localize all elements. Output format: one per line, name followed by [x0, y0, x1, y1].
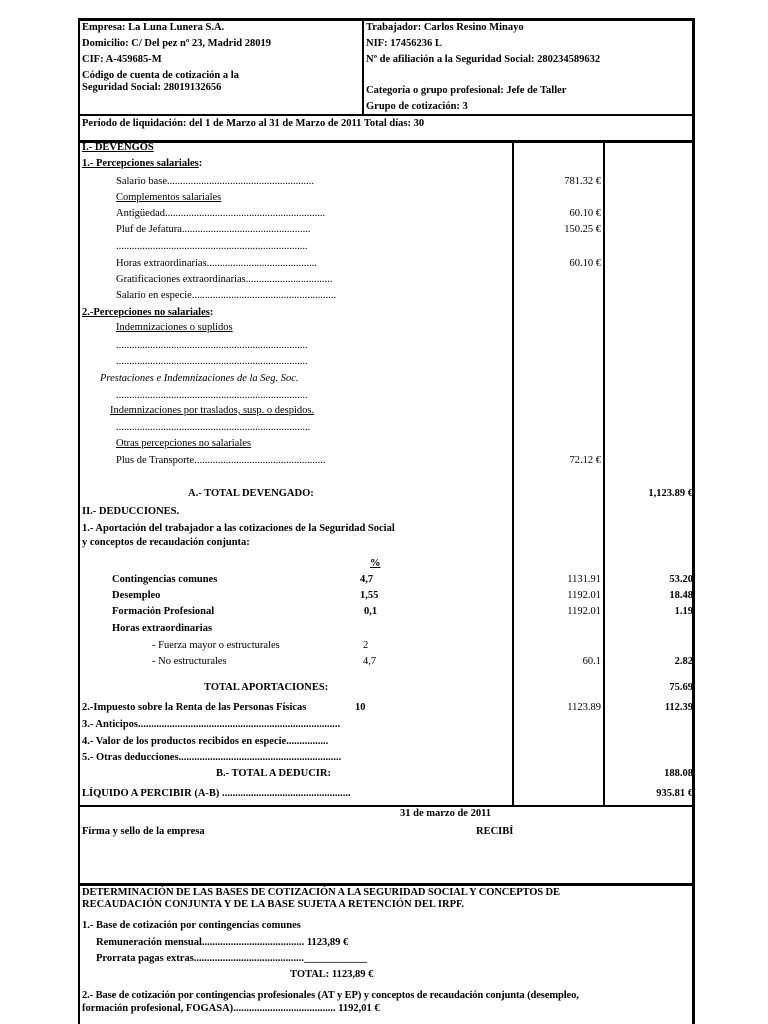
body-bottom-line — [78, 805, 695, 807]
fecha-firma: 31 de marzo de 2011 — [400, 808, 491, 819]
dotted-line: ......................................................................... — [116, 390, 308, 401]
aportacion-line2: y conceptos de recaudación conjunta: — [82, 537, 250, 548]
desempleo-value: 18.48 — [669, 590, 693, 601]
total-devengado-value: 1,123.89 € — [648, 488, 693, 499]
prorrata-text: Prorrata pagas extras — [96, 953, 194, 964]
dotted-line: ......................................................................... — [116, 241, 308, 252]
prestaciones-label: Prestaciones e Indemnizaciones de la Seg. Soc. — [100, 373, 299, 384]
antiguedad-label: Antigüedad............................................................. — [116, 208, 326, 219]
total-devengado-label: A.- TOTAL DEVENGADO: — [188, 488, 314, 499]
anticipos-label: 3.- Anticipos............................................................................. — [82, 719, 341, 730]
pluf-text: Pluf de Jefatura — [116, 224, 182, 235]
plus-transporte-text: Plus de Transporte — [116, 455, 195, 466]
base2-line1: 2.- Base de cotización por contingencias profesionales (AT y EP) y conceptos de recaudación conjunta (desempleo, — [82, 990, 579, 1001]
fuerza-mayor-pct: 2 — [363, 640, 369, 651]
total-deducir-label: B.- TOTAL A DEDUCIR: — [216, 768, 331, 779]
otras-deducciones-text: 5.- Otras deducciones — [82, 752, 179, 763]
formacion-label: Formación Profesional — [112, 606, 215, 617]
gratificaciones-label: Gratificaciones extraordinarias................................. — [116, 274, 333, 285]
complementos-label: Complementos salariales — [116, 192, 222, 203]
irpf-base: 1123.89 — [567, 702, 601, 713]
liquido-label: LÍQUIDO A PERCIBIR (A-B) ................................................. — [82, 788, 351, 799]
irpf-pct: 10 — [355, 702, 366, 713]
anticipos-text: 3.- Anticipos — [82, 719, 139, 730]
aportacion-line1: 1.- Aportación del trabajador a las cotizaciones de la Seguridad Social — [82, 523, 395, 534]
fuerza-mayor-label: - Fuerza mayor o estructurales — [152, 640, 280, 651]
bases-total-label: TOTAL: — [290, 969, 330, 980]
total-deducir-value: 188.08 — [664, 768, 693, 779]
afiliacion: Nº de afiliación a la Seguridad Social: 280234589632 — [366, 54, 601, 65]
salario-base-text: Salario base — [116, 176, 168, 187]
irpf-value: 112.39 — [664, 702, 693, 713]
desempleo-pct: 1,55 — [360, 590, 379, 601]
header-bottom-line — [78, 114, 695, 116]
pluf-value: 150.25 € — [564, 224, 601, 235]
categoria: Categoría o grupo profesional: Jefe de Taller — [366, 85, 567, 96]
formacion-value: 1.19 — [674, 606, 693, 617]
no-salariales-label: 2.-Percepciones no salariales — [82, 307, 210, 318]
salario-base-label: Salario base........................................................ — [116, 176, 315, 187]
pct-header: % — [370, 558, 381, 569]
horas-extra-ded-label: Horas extraordinarias — [112, 623, 213, 634]
horas-extra-value: 60.10 € — [569, 258, 601, 269]
dotted-line: ......................................................................... — [116, 340, 308, 351]
valor-productos-text: 4.- Valor de los productos recibidos en especie — [82, 736, 287, 747]
no-estructurales-value: 2.82 — [674, 656, 693, 667]
formacion-pct: 0,1 — [364, 606, 378, 617]
firma-empresa: Firma y sello de la empresa — [82, 826, 205, 837]
contingencias-label: Contingencias comunes — [112, 574, 218, 585]
contingencias-base: 1131.91 — [567, 574, 601, 585]
base2-text: formación profesional, FOGASA) — [82, 1003, 234, 1014]
codigo-cuenta-line1: Código de cuenta de cotización a la — [82, 70, 239, 81]
contingencias-value: 53.20 — [669, 574, 693, 585]
remuneracion-label: Remuneración mensual....................................... 1123,89 € — [96, 937, 349, 948]
frame-right — [692, 18, 695, 1024]
percepciones-salariales-title: 1.- Percepciones salariales: — [82, 158, 203, 169]
remuneracion-text: Remuneración mensual — [96, 937, 202, 948]
horas-extra-text: Horas extraordinarias — [116, 258, 207, 269]
header-divider — [362, 18, 364, 115]
valor-productos-label: 4.- Valor de los productos recibidos en especie................ — [82, 736, 329, 747]
frame-left — [78, 18, 80, 1024]
dotted-line: .......................................................................... — [116, 422, 311, 433]
antiguedad-value: 60.10 € — [569, 208, 601, 219]
plus-transporte-label: Plus de Transporte.................................................. — [116, 455, 326, 466]
especie-text: Salario en especie — [116, 290, 192, 301]
codigo-cuenta-line2: Seguridad Social: 28019132656 — [82, 82, 222, 93]
liquido-value: 935.81 € — [656, 788, 693, 799]
formacion-base: 1192.01 — [567, 606, 601, 617]
desempleo-label: Desempleo — [112, 590, 161, 601]
bases-title-line2: RECAUDACIÓN CONJUNTA Y DE LA BASE SUJETA A RETENCIÓN DEL IRPF. — [82, 899, 465, 910]
horas-extra-label: Horas extraordinarias.......................................... — [116, 258, 317, 269]
otras-percepciones-label: Otras percepciones no salariales — [116, 438, 251, 449]
bases-total — [290, 969, 373, 981]
base2-value: 1192,01 € — [338, 1003, 380, 1014]
bases-total-value: 1123,89 € — [331, 969, 374, 980]
firma-bottom-line — [78, 883, 695, 886]
frame-top — [78, 18, 695, 21]
total-aportaciones-value: 75.69 — [669, 682, 693, 693]
nif: NIF: 17456236 L — [366, 38, 442, 49]
contingencias-pct: 4,7 — [360, 574, 374, 585]
empresa: Empresa: La Luna Lunera S.A. — [82, 22, 225, 33]
grupo-cotizacion: Grupo de cotización: 3 — [366, 101, 468, 112]
no-estructurales-label: - No estructurales — [152, 656, 227, 667]
periodo-liquidacion: Período de liquidación: del 1 de Marzo al 31 de Marzo de 2011 Total días: 30 — [82, 118, 425, 129]
base1-title: 1.- Base de cotización por contingencias comunes — [82, 920, 301, 931]
liquido-text: LÍQUIDO A PERCIBIR (A-B) — [82, 788, 220, 799]
total-aportaciones-label: TOTAL APORTACIONES: — [204, 682, 329, 693]
recibi: RECIBÍ — [476, 826, 514, 837]
indemnizaciones-suplidos: Indemnizaciones o suplidos — [116, 322, 233, 333]
dotted-line: ......................................................................... — [116, 356, 308, 367]
no-estructurales-pct: 4,7 — [363, 656, 377, 667]
devengos-title: I.- DEVENGOS — [82, 142, 154, 153]
gratificaciones-text: Gratificaciones extraordinarias — [116, 274, 246, 285]
trabajador: Trabajador: Carlos Resino Minayo — [366, 22, 524, 33]
irpf-label: 2.-Impuesto sobre la Renta de las Personas Físicas — [82, 702, 307, 713]
prorrata-label: Prorrata pagas extras..........................................____________ — [96, 953, 368, 964]
bases-title-line1: DETERMINACIÓN DE LAS BASES DE COTIZACIÓN A LA SEGURIDAD SOCIAL Y CONCEPTOS DE — [82, 887, 560, 898]
plus-transporte-value: 72.12 € — [569, 455, 601, 466]
percepciones-no-salariales-title: 2.-Percepciones no salariales: — [82, 307, 214, 318]
pluf-label: Pluf de Jefatura................................................. — [116, 224, 311, 235]
domicilio: Domicilio: C/ Del pez nº 23, Madrid 28019 — [82, 38, 271, 49]
otras-deducciones-label: 5.- Otras deducciones.............................................................. — [82, 752, 342, 763]
especie-label: Salario en especie....................................................... — [116, 290, 337, 301]
traslados-label: Indemnizaciones por traslados, susp. o despidos. — [110, 405, 315, 416]
cif: CIF: A-459685-M — [82, 54, 162, 65]
desempleo-base: 1192.01 — [567, 590, 601, 601]
salario-base-value: 781.32 € — [564, 176, 601, 187]
antiguedad-text: Antigüedad — [116, 208, 165, 219]
remuneracion-value: 1123,89 € — [306, 937, 349, 948]
base2-line2: formación profesional, FOGASA)....................................... 1192,01 € — [82, 1003, 380, 1014]
deducciones-title: II.- DEDUCCIONES. — [82, 506, 180, 517]
no-estructurales-base: 60.1 — [582, 656, 601, 667]
percepciones-salariales-label: 1.- Percepciones salariales — [82, 158, 199, 169]
